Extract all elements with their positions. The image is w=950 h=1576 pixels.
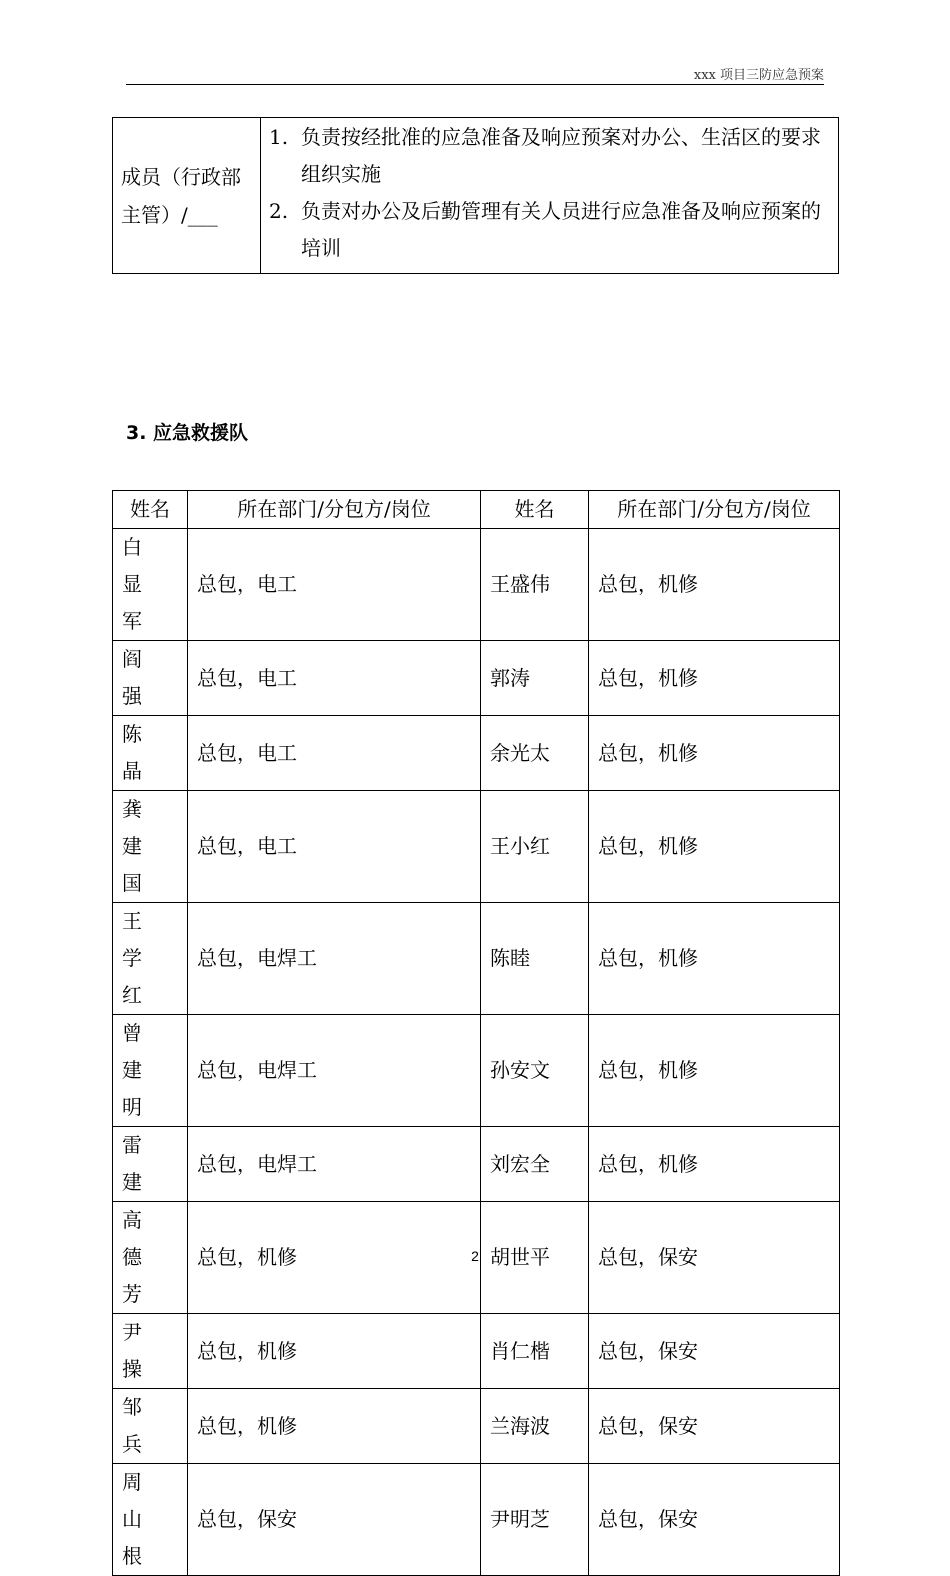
member-position: 总包，电工 [188,641,481,716]
table-header-row [113,491,840,529]
member-name: 余光太 [481,716,589,791]
member-position: 总包，机修 [589,1015,840,1127]
member-name: 王学红 [113,903,188,1015]
page-header-title: xxx 项目三防应急预案 [693,68,824,83]
member-name: 白显军 [113,529,188,641]
member-position: 总包，机修 [589,716,840,791]
member-name: 龚建国 [113,791,188,903]
column-header: 所在部门/分包方/岗位 [188,491,481,529]
member-position: 总包，电焊工 [188,1127,481,1202]
table-row [113,716,840,791]
table-row [113,1127,840,1202]
member-name: 肖仁楷 [481,1314,589,1389]
member-position: 总包，电工 [188,791,481,903]
table-row [113,791,840,903]
table-row [113,903,840,1015]
member-position: 总包，保安 [589,1389,840,1464]
header-rule [126,84,824,85]
table-row [113,1464,840,1576]
page-number: 2 [471,1248,479,1264]
member-name: 王小红 [481,791,589,903]
member-position: 总包，保安 [589,1464,840,1576]
member-name: 陈睦 [481,903,589,1015]
member-name: 胡世平 [481,1202,589,1314]
table-row [113,118,839,274]
member-position: 总包，电焊工 [188,1015,481,1127]
member-name: 王盛伟 [481,529,589,641]
member-name: 周山根 [113,1464,188,1576]
column-header: 姓名 [113,491,188,529]
member-position: 总包，电工 [188,529,481,641]
member-position: 总包，机修 [188,1314,481,1389]
member-name: 高德芳 [113,1202,188,1314]
member-name: 邹兵 [113,1389,188,1464]
duty-item [269,193,832,267]
table-row [113,1015,840,1127]
column-header: 姓名 [481,491,589,529]
duty-number: 2. [269,199,289,223]
member-name: 陈晶 [113,716,188,791]
role-duty-table [112,117,839,274]
member-position: 总包，机修 [589,529,840,641]
member-name: 尹操 [113,1314,188,1389]
duty-number: 1. [269,125,289,149]
member-position: 总包，电工 [188,716,481,791]
duties-cell [261,118,839,274]
member-position: 总包，电焊工 [188,903,481,1015]
role-name-cell: 成员（行政部主管）/___ [113,118,261,274]
member-name: 曾建明 [113,1015,188,1127]
duty-text: 负责按经批准的应急准备及响应预案对办公、生活区的要求组织实施 [301,125,821,186]
member-position: 总包，保安 [589,1314,840,1389]
member-position: 总包，保安 [188,1464,481,1576]
column-header: 所在部门/分包方/岗位 [589,491,840,529]
member-name: 雷建 [113,1127,188,1202]
member-name: 阎强 [113,641,188,716]
member-name: 兰海波 [481,1389,589,1464]
member-position: 总包，机修 [589,641,840,716]
duty-item [269,119,832,193]
rescue-team-table [112,490,840,1576]
member-name: 郭涛 [481,641,589,716]
member-name: 孙安文 [481,1015,589,1127]
table-row [113,641,840,716]
member-position: 总包，机修 [589,1127,840,1202]
table-row [113,1314,840,1389]
member-name: 刘宏全 [481,1127,589,1202]
member-position: 总包，机修 [188,1389,481,1464]
member-position: 总包，保安 [589,1202,840,1314]
member-position: 总包，机修 [589,791,840,903]
member-position: 总包，机修 [188,1202,481,1314]
table-row [113,529,840,641]
member-position: 总包，机修 [589,903,840,1015]
duty-text: 负责对办公及后勤管理有关人员进行应急准备及响应预案的培训 [301,199,821,260]
section-title: 3. 应急救援队 [126,422,249,444]
table-row [113,1389,840,1464]
member-name: 尹明芝 [481,1464,589,1576]
